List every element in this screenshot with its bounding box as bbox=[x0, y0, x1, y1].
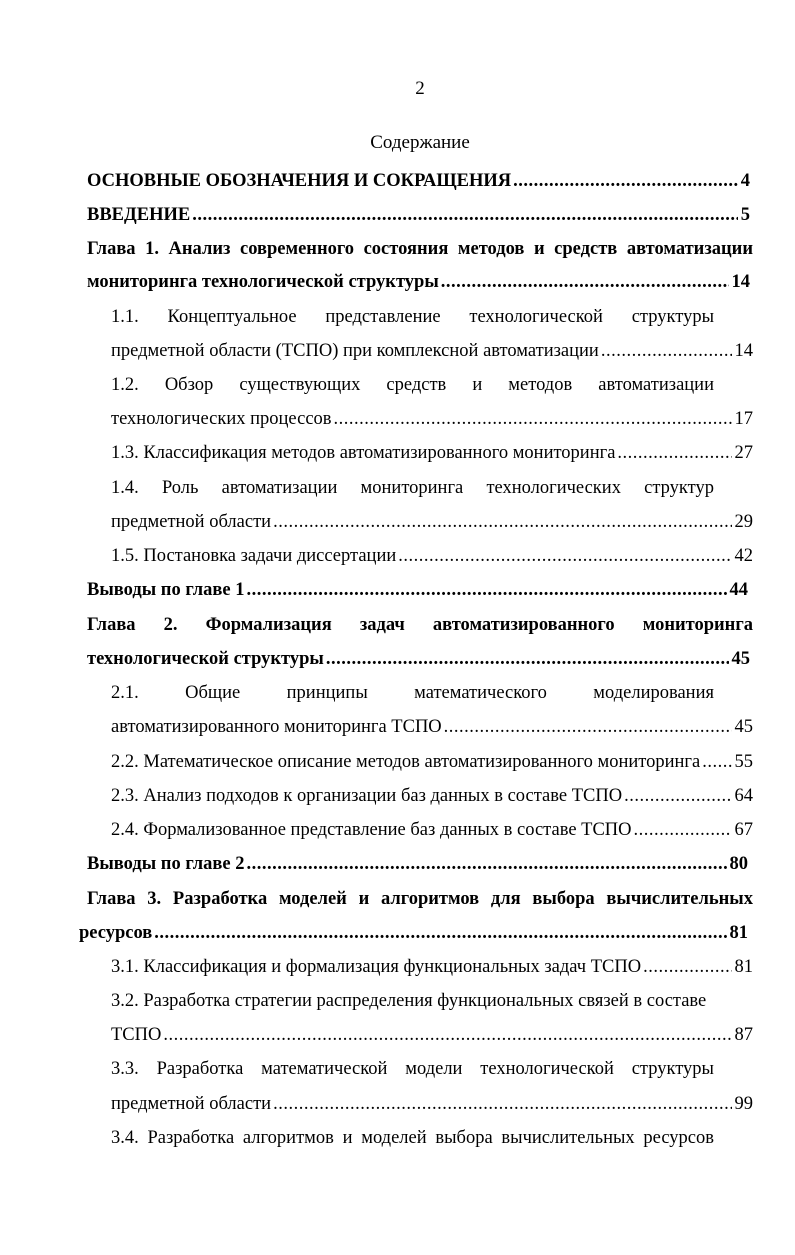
toc-leader-dots bbox=[247, 579, 727, 601]
toc-entry-section-3-4-line-1[interactable] bbox=[111, 1127, 714, 1149]
toc-entry-page: 64 bbox=[734, 786, 753, 806]
toc-entry-page: 81 bbox=[729, 923, 748, 943]
toc-entry-text: 1.5. Постановка задачи диссертации bbox=[111, 546, 397, 566]
toc-entry-section-1-2-line-1[interactable] bbox=[111, 374, 714, 396]
toc-entry-text: ВВЕДЕНИЕ bbox=[87, 205, 191, 225]
toc-entry-text: автоматизированного мониторинга ТСПО bbox=[111, 717, 442, 737]
toc-entry-page: 45 bbox=[731, 649, 750, 669]
toc-leader-dots bbox=[702, 751, 731, 773]
toc-leader-dots bbox=[273, 1093, 731, 1115]
toc-entry-section-2-2[interactable] bbox=[111, 751, 753, 773]
toc-entry-page: 44 bbox=[729, 580, 748, 600]
toc-entry-conclusions-chapter-1[interactable] bbox=[87, 579, 748, 601]
toc-entry-section-2-1-line-2[interactable] bbox=[111, 716, 753, 738]
toc-entry-text: ТСПО bbox=[111, 1025, 162, 1045]
toc-entry-abbreviations[interactable] bbox=[87, 170, 750, 192]
toc-leader-dots bbox=[444, 716, 732, 738]
toc-leader-dots bbox=[334, 408, 732, 430]
toc-entry-text: 2.2. Математическое описание методов автоматизированного мониторинга bbox=[111, 752, 701, 772]
toc-entry-page: 14 bbox=[734, 341, 753, 361]
toc-entry-text: 3.1. Классификация и формализация функциональных задач ТСПО bbox=[111, 957, 642, 977]
toc-entry-text: ресурсов bbox=[79, 923, 153, 943]
toc-entry-text: 1.1. Концептуальное представление технологической структуры bbox=[111, 307, 714, 327]
toc-leader-dots bbox=[624, 785, 731, 807]
toc-entry-text: Глава 3. Разработка моделей и алгоритмов для выбора вычислительных bbox=[87, 889, 753, 909]
toc-entry-page: 4 bbox=[740, 171, 750, 191]
toc-leader-dots bbox=[617, 442, 731, 464]
toc-entry-text: 2.4. Формализованное представление баз данных в составе ТСПО bbox=[111, 820, 632, 840]
toc-entry-section-3-3-line-1[interactable] bbox=[111, 1058, 714, 1080]
toc-entry-page: 99 bbox=[734, 1094, 753, 1114]
toc-entry-section-3-1[interactable] bbox=[111, 956, 753, 978]
toc-entry-page: 80 bbox=[729, 854, 748, 874]
toc-entry-section-1-2-line-2[interactable] bbox=[111, 408, 753, 430]
toc-leader-dots bbox=[601, 340, 732, 362]
toc-entry-text: предметной области bbox=[111, 1094, 272, 1114]
toc-entry-text: 3.4. Разработка алгоритмов и моделей выбора вычислительных ресурсов bbox=[111, 1128, 714, 1148]
document-title: Содержание bbox=[370, 132, 470, 153]
toc-leader-dots bbox=[247, 853, 727, 875]
toc-entry-text: 3.2. Разработка стратегии распределения функциональных связей в составе bbox=[111, 991, 707, 1011]
toc-leader-dots bbox=[273, 511, 731, 533]
toc-entry-section-3-2-line-1[interactable] bbox=[111, 990, 714, 1012]
toc-entry-page: 87 bbox=[734, 1025, 753, 1045]
toc-entry-section-2-1-line-1[interactable] bbox=[111, 682, 714, 704]
toc-entry-introduction[interactable] bbox=[87, 204, 750, 226]
toc-entry-text: Выводы по главе 2 bbox=[87, 854, 245, 874]
toc-entry-text: 3.3. Разработка математической модели технологической структуры bbox=[111, 1059, 714, 1079]
toc-entry-text: мониторинга технологической структуры bbox=[87, 272, 439, 292]
toc-entry-section-2-3[interactable] bbox=[111, 785, 753, 807]
toc-entry-section-3-3-line-2[interactable] bbox=[111, 1093, 753, 1115]
toc-entry-page: 55 bbox=[734, 752, 753, 772]
toc-leader-dots bbox=[441, 271, 729, 293]
toc-entry-text: Выводы по главе 1 bbox=[87, 580, 245, 600]
toc-entry-page: 5 bbox=[740, 205, 750, 225]
toc-leader-dots bbox=[634, 819, 732, 841]
toc-leader-dots bbox=[398, 545, 731, 567]
toc-entry-chapter-1-line-1[interactable] bbox=[87, 238, 753, 260]
toc-entry-page: 67 bbox=[734, 820, 753, 840]
toc-entry-conclusions-chapter-2[interactable] bbox=[87, 853, 748, 875]
toc-entry-section-1-5[interactable] bbox=[111, 545, 753, 567]
toc-entry-page: 45 bbox=[734, 717, 753, 737]
toc-entry-text: предметной области (ТСПО) при комплексной автоматизации bbox=[111, 341, 599, 361]
toc-entry-text: Глава 2. Формализация задач автоматизированного мониторинга bbox=[87, 615, 753, 635]
toc-entry-text: ОСНОВНЫЕ ОБОЗНАЧЕНИЯ И СОКРАЩЕНИЯ bbox=[87, 171, 512, 191]
toc-entry-page: 81 bbox=[734, 957, 753, 977]
toc-leader-dots bbox=[163, 1024, 731, 1046]
toc-entry-page: 29 bbox=[734, 512, 753, 532]
toc-entry-text: предметной области bbox=[111, 512, 272, 532]
toc-entry-page: 42 bbox=[734, 546, 753, 566]
toc-entry-section-1-4-line-2[interactable] bbox=[111, 511, 753, 533]
toc-leader-dots bbox=[643, 956, 731, 978]
toc-entry-text: технологической структуры bbox=[87, 649, 324, 669]
toc-leader-dots bbox=[513, 170, 738, 192]
toc-entry-text: Глава 1. Анализ современного состояния методов и средств автоматизации bbox=[87, 239, 753, 259]
toc-entry-text: 2.1. Общие принципы математического моделирования bbox=[111, 683, 714, 703]
toc-leader-dots bbox=[192, 204, 738, 226]
toc-entry-text: 2.3. Анализ подходов к организации баз данных в составе ТСПО bbox=[111, 786, 623, 806]
toc-entry-chapter-3-line-2[interactable] bbox=[79, 922, 748, 944]
toc-leader-dots bbox=[154, 922, 726, 944]
toc-entry-page: 27 bbox=[734, 443, 753, 463]
toc-entry-text: технологических процессов bbox=[111, 409, 332, 429]
toc-entry-section-1-1-line-2[interactable] bbox=[111, 340, 753, 362]
toc-leader-dots bbox=[326, 648, 729, 670]
toc-entry-chapter-2-line-2[interactable] bbox=[87, 648, 750, 670]
toc-entry-text: 1.3. Классификация методов автоматизированного мониторинга bbox=[111, 443, 616, 463]
toc-entry-section-1-3[interactable] bbox=[111, 442, 753, 464]
toc-entry-chapter-2-line-1[interactable] bbox=[87, 614, 753, 636]
toc-entry-chapter-3-line-1[interactable] bbox=[87, 888, 753, 910]
toc-entry-page: 14 bbox=[731, 272, 750, 292]
toc-entry-section-2-4[interactable] bbox=[111, 819, 753, 841]
toc-entry-text: 1.4. Роль автоматизации мониторинга технологических структур bbox=[111, 478, 714, 498]
toc-entry-text: 1.2. Обзор существующих средств и методов автоматизации bbox=[111, 375, 714, 395]
toc-entry-chapter-1-line-2[interactable] bbox=[87, 271, 750, 293]
toc-entry-section-1-1-line-1[interactable] bbox=[111, 306, 714, 328]
toc-entry-page: 17 bbox=[734, 409, 753, 429]
page-number: 2 bbox=[415, 78, 425, 99]
toc-entry-section-1-4-line-1[interactable] bbox=[111, 477, 714, 499]
toc-entry-section-3-2-line-2[interactable] bbox=[111, 1024, 753, 1046]
